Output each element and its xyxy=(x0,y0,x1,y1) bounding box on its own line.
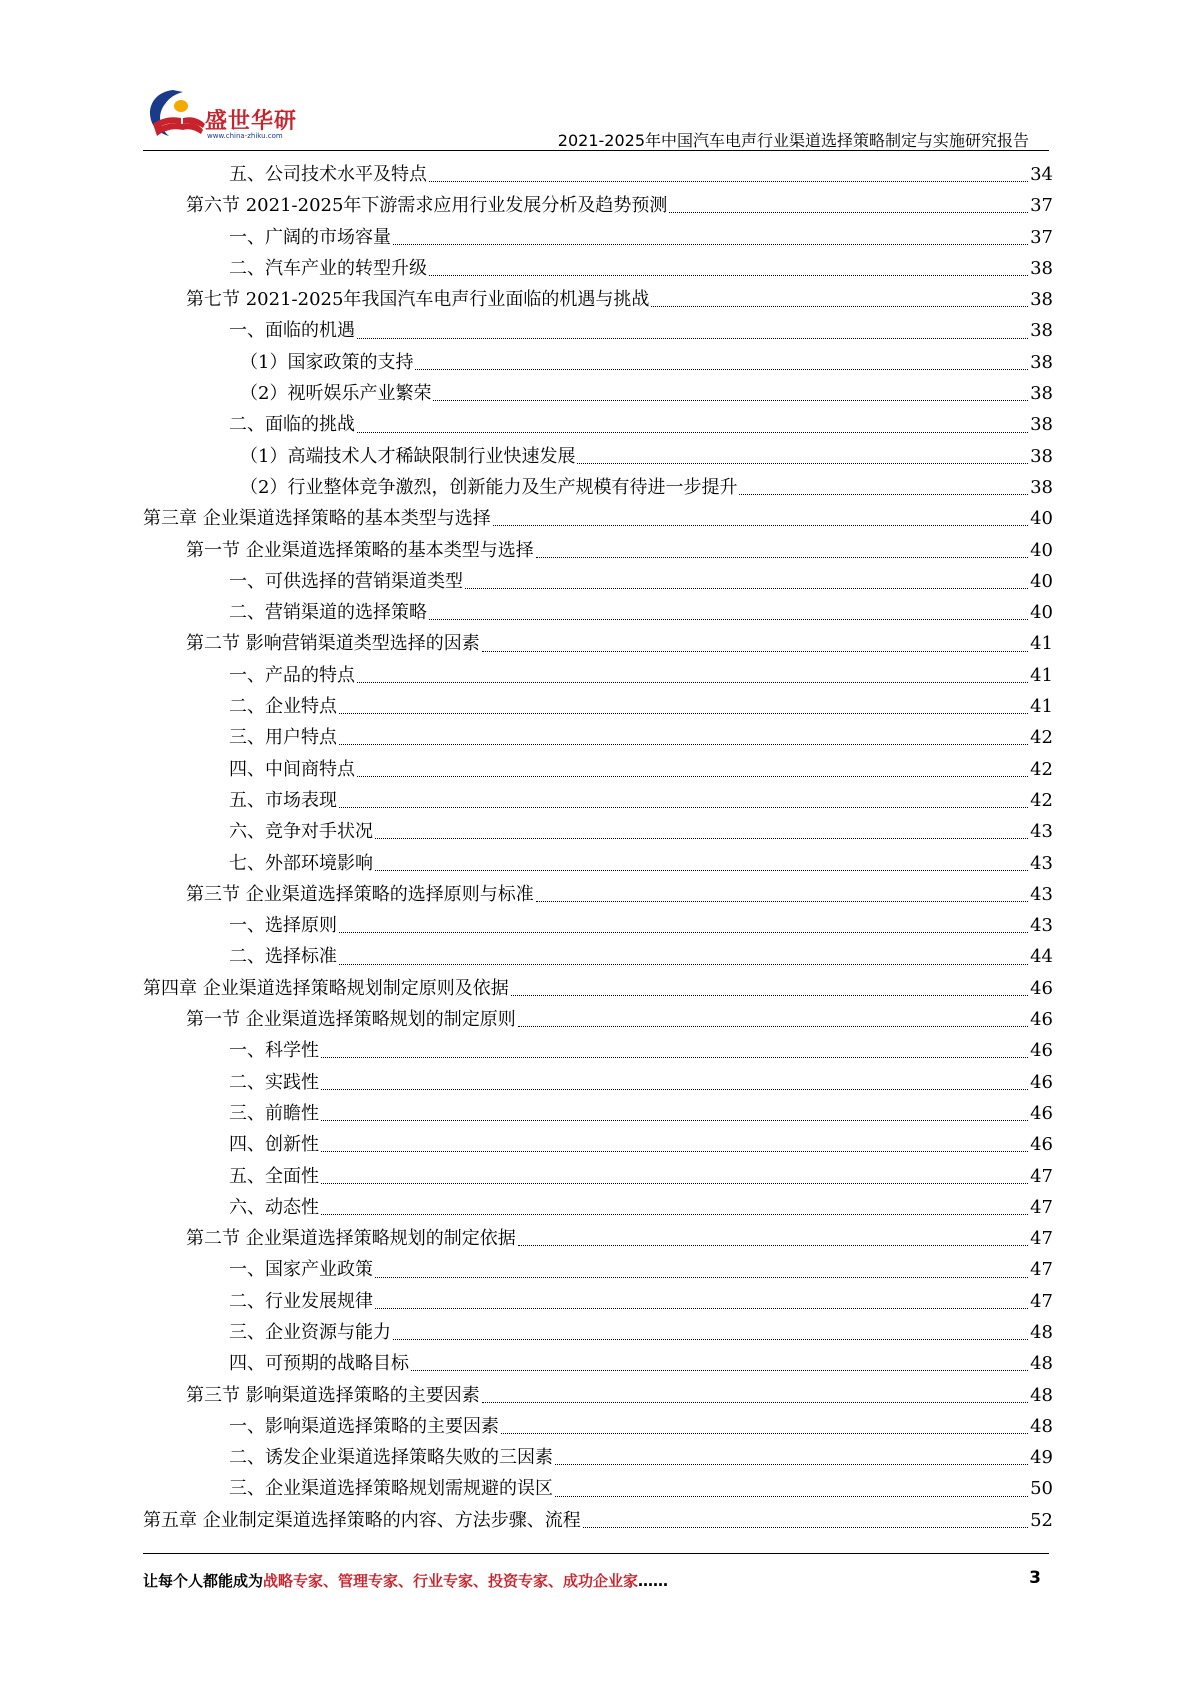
toc-entry[interactable] xyxy=(143,1035,1053,1066)
toc-entry-title: 三、企业资源与能力 xyxy=(229,1321,391,1343)
toc-entry-title: 一、广阔的市场容量 xyxy=(229,226,391,248)
toc-entry[interactable] xyxy=(143,159,1053,190)
toc-dot-leader xyxy=(536,557,1028,558)
toc-entry-title: 三、用户特点 xyxy=(229,727,337,749)
toc-entry[interactable] xyxy=(143,190,1053,221)
toc-entry[interactable] xyxy=(143,785,1053,816)
toc-entry-page: 41 xyxy=(1030,664,1053,686)
toc-entry-page: 38 xyxy=(1030,289,1053,311)
toc-entry-page: 40 xyxy=(1030,602,1053,624)
toc-dot-leader xyxy=(482,1402,1028,1403)
logo-name: 盛世华研 xyxy=(205,109,298,134)
toc-entry-page: 38 xyxy=(1030,445,1053,467)
toc-entry-title: 二、实践性 xyxy=(229,1071,319,1093)
toc-dot-leader xyxy=(577,463,1028,464)
toc-entry-title: 三、企业渠道选择策略规划需规避的误区 xyxy=(229,1478,553,1500)
toc-entry[interactable] xyxy=(143,1505,1053,1536)
toc-entry-page: 37 xyxy=(1030,195,1053,217)
toc-entry-title: 第四章 企业渠道选择策略规划制定原则及依据 xyxy=(143,977,509,999)
toc-entry-title: 第二节 影响营销渠道类型选择的因素 xyxy=(186,633,480,655)
toc-entry-title: （2）行业整体竞争激烈，创新能力及生产规模有待进一步提升 xyxy=(240,476,738,498)
toc-entry-page: 38 xyxy=(1030,257,1053,279)
toc-dot-leader xyxy=(536,901,1028,902)
footer-divider xyxy=(143,1553,1049,1554)
toc-entry-title: 第七节 2021-2025年我国汽车电声行业面临的机遇与挑战 xyxy=(186,289,650,311)
toc-entry-title: 第六节 2021-2025年下游需求应用行业发展分析及趋势预测 xyxy=(186,195,668,217)
toc-entry-title: 七、外部环境影响 xyxy=(229,852,373,874)
toc-entry-page: 43 xyxy=(1030,852,1053,874)
toc-entry-page: 34 xyxy=(1030,164,1053,185)
toc-entry-title: 第一节 企业渠道选择策略的基本类型与选择 xyxy=(186,539,534,561)
toc-entry-page: 38 xyxy=(1030,383,1053,405)
toc-entry-page: 46 xyxy=(1030,1040,1053,1062)
toc-entry[interactable] xyxy=(143,1004,1053,1035)
toc-dot-leader xyxy=(321,1120,1028,1121)
toc-dot-leader xyxy=(411,1370,1028,1371)
toc-entry-title: 第三章 企业渠道选择策略的基本类型与选择 xyxy=(143,508,491,530)
toc-dot-leader xyxy=(339,807,1028,808)
toc-entry[interactable] xyxy=(143,315,1053,346)
toc-entry[interactable] xyxy=(143,1473,1053,1504)
toc-entry[interactable] xyxy=(143,597,1053,628)
toc-entry-page: 46 xyxy=(1030,1102,1053,1124)
toc-entry-page: 42 xyxy=(1030,727,1053,749)
footer-slogan xyxy=(143,1570,668,1591)
toc-entry-title: 二、面临的挑战 xyxy=(229,414,355,436)
toc-entry-page: 48 xyxy=(1030,1384,1053,1406)
toc-entry[interactable] xyxy=(143,472,1053,503)
toc-entry-page: 47 xyxy=(1030,1259,1053,1281)
toc-dot-leader xyxy=(339,713,1028,714)
toc-entry[interactable] xyxy=(143,566,1053,597)
toc-dot-leader xyxy=(429,181,1028,182)
toc-entry-title: 二、选择标准 xyxy=(229,946,337,968)
toc-entry-page: 44 xyxy=(1030,946,1053,968)
toc-entry-title: 五、市场表现 xyxy=(229,789,337,811)
toc-entry-title: 二、诱发企业渠道选择策略失败的三因素 xyxy=(229,1447,553,1469)
toc-entry-page: 38 xyxy=(1030,351,1053,373)
toc-entry-page: 41 xyxy=(1030,633,1053,655)
toc-dot-leader xyxy=(357,682,1028,683)
page-header xyxy=(143,84,1049,148)
toc-entry[interactable] xyxy=(143,409,1053,440)
toc-entry[interactable] xyxy=(143,628,1053,659)
toc-dot-leader xyxy=(339,964,1028,965)
toc-entry-title: 一、可供选择的营销渠道类型 xyxy=(229,570,463,592)
toc-entry[interactable] xyxy=(143,691,1053,722)
toc-entry-page: 40 xyxy=(1030,539,1053,561)
toc-entry-page: 41 xyxy=(1030,696,1053,718)
report-title: 2021-2025年中国汽车电声行业渠道选择策略制定与实施研究报告 xyxy=(557,131,1029,150)
toc-dot-leader xyxy=(501,1433,1028,1434)
toc-entry-title: 四、创新性 xyxy=(229,1134,319,1156)
toc-dot-leader xyxy=(357,432,1028,433)
toc-entry[interactable] xyxy=(143,1442,1053,1473)
toc-entry-title: （1）国家政策的支持 xyxy=(240,351,414,373)
page-number: 3 xyxy=(1029,1568,1041,1588)
toc-entry[interactable] xyxy=(143,1348,1053,1379)
toc-entry-page: 46 xyxy=(1030,1134,1053,1156)
toc-entry-page: 38 xyxy=(1030,476,1053,498)
toc-entry-page: 40 xyxy=(1030,570,1053,592)
toc-entry-page: 46 xyxy=(1030,1009,1053,1031)
toc-entry-title: 一、选择原则 xyxy=(229,915,337,937)
toc-entry[interactable] xyxy=(143,910,1053,941)
toc-dot-leader xyxy=(429,619,1028,620)
toc-entry[interactable] xyxy=(143,284,1053,315)
toc-entry-page: 43 xyxy=(1030,821,1053,843)
toc-entry-page: 47 xyxy=(1030,1290,1053,1312)
toc-entry[interactable] xyxy=(143,879,1053,910)
toc-entry-title: 二、营销渠道的选择策略 xyxy=(229,602,427,624)
company-logo xyxy=(143,84,313,148)
toc-dot-leader xyxy=(375,1308,1028,1309)
toc-entry[interactable] xyxy=(143,347,1053,378)
toc-entry-page: 40 xyxy=(1030,508,1053,530)
toc-dot-leader xyxy=(321,1057,1028,1058)
toc-entry[interactable] xyxy=(143,1067,1053,1098)
toc-entry-page: 48 xyxy=(1030,1321,1053,1343)
toc-entry[interactable] xyxy=(143,941,1053,972)
toc-dot-leader xyxy=(393,1339,1028,1340)
toc-entry-title: 一、国家产业政策 xyxy=(229,1259,373,1281)
toc-entry-title: 三、前瞻性 xyxy=(229,1102,319,1124)
toc-entry-page: 38 xyxy=(1030,414,1053,436)
toc-entry[interactable] xyxy=(143,253,1053,284)
toc-entry-page: 52 xyxy=(1030,1509,1053,1531)
toc-entry-page: 48 xyxy=(1030,1353,1053,1375)
toc-entry-title: 第五章 企业制定渠道选择策略的内容、方法步骤、流程 xyxy=(143,1509,581,1531)
toc-entry[interactable] xyxy=(143,660,1053,691)
toc-entry[interactable] xyxy=(143,848,1053,879)
toc-entry[interactable] xyxy=(143,1161,1053,1192)
toc-dot-leader xyxy=(393,244,1028,245)
toc-entry[interactable] xyxy=(143,1192,1053,1223)
toc-entry[interactable] xyxy=(143,1223,1053,1254)
toc-entry[interactable] xyxy=(143,441,1053,472)
toc-entry-title: 一、面临的机遇 xyxy=(229,320,355,342)
toc-dot-leader xyxy=(321,1151,1028,1152)
toc-entry-page: 47 xyxy=(1030,1165,1053,1187)
toc-dot-leader xyxy=(433,400,1028,401)
toc-dot-leader xyxy=(493,525,1028,526)
toc-dot-leader xyxy=(651,306,1028,307)
toc-entry[interactable] xyxy=(143,503,1053,534)
toc-entry-title: （1）高端技术人才稀缺限制行业快速发展 xyxy=(240,445,576,467)
toc-entry-page: 42 xyxy=(1030,789,1053,811)
toc-entry-title: 五、公司技术水平及特点 xyxy=(229,164,427,185)
toc-entry-page: 47 xyxy=(1030,1196,1053,1218)
toc-entry-page: 38 xyxy=(1030,320,1053,342)
header-divider xyxy=(143,150,1049,151)
toc-entry[interactable] xyxy=(143,1286,1053,1317)
toc-entry-page: 48 xyxy=(1030,1415,1053,1437)
toc-entry-title: 第三节 影响渠道选择策略的主要因素 xyxy=(186,1384,480,1406)
toc-entry-title: 第二节 企业渠道选择策略规划的制定依据 xyxy=(186,1228,516,1250)
toc-dot-leader xyxy=(375,838,1028,839)
toc-dot-leader xyxy=(321,1214,1028,1215)
toc-entry-title: 二、汽车产业的转型升级 xyxy=(229,257,427,279)
toc-dot-leader xyxy=(511,995,1028,996)
footer-slogan-suffix: …… xyxy=(638,1572,669,1590)
footer-slogan-prefix: 让每个人都能成为 xyxy=(143,1572,264,1590)
toc-entry-title: 一、科学性 xyxy=(229,1040,319,1062)
footer-slogan-highlight: 战略专家、管理专家、行业专家、投资专家、成功企业家 xyxy=(263,1572,639,1590)
toc-entry-title: 第一节 企业渠道选择策略规划的制定原则 xyxy=(186,1009,516,1031)
toc-dot-leader xyxy=(375,870,1028,871)
toc-dot-leader xyxy=(518,1245,1028,1246)
toc-entry-title: 二、行业发展规律 xyxy=(229,1290,373,1312)
toc-entry-page: 47 xyxy=(1030,1228,1053,1250)
toc-dot-leader xyxy=(429,275,1028,276)
toc-dot-leader xyxy=(465,588,1028,589)
toc-entry[interactable] xyxy=(143,722,1053,753)
toc-entry-page: 50 xyxy=(1030,1478,1053,1500)
toc-dot-leader xyxy=(357,776,1028,777)
toc-dot-leader xyxy=(518,1026,1028,1027)
toc-dot-leader xyxy=(739,494,1028,495)
toc-entry[interactable] xyxy=(143,222,1053,253)
toc-entry[interactable] xyxy=(143,1254,1053,1285)
toc-entry[interactable] xyxy=(143,1411,1053,1442)
toc-dot-leader xyxy=(669,212,1028,213)
toc-dot-leader xyxy=(415,369,1028,370)
toc-entry-title: 四、中间商特点 xyxy=(229,758,355,780)
toc-entry-title: 一、影响渠道选择策略的主要因素 xyxy=(229,1415,499,1437)
toc-dot-leader xyxy=(339,744,1028,745)
toc-entry[interactable] xyxy=(143,378,1053,409)
toc-entry-title: 第三节 企业渠道选择策略的选择原则与标准 xyxy=(186,883,534,905)
toc-entry[interactable] xyxy=(143,973,1053,1004)
toc-dot-leader xyxy=(555,1496,1028,1497)
logo-url: www.china-zhiku.com xyxy=(207,132,283,140)
table-of-contents xyxy=(143,159,1053,1536)
toc-entry-title: 一、产品的特点 xyxy=(229,664,355,686)
toc-entry-page: 46 xyxy=(1030,977,1053,999)
toc-dot-leader xyxy=(375,1277,1028,1278)
toc-dot-leader xyxy=(555,1464,1028,1465)
toc-entry[interactable] xyxy=(143,816,1053,847)
toc-entry[interactable] xyxy=(143,1317,1053,1348)
toc-entry-page: 49 xyxy=(1030,1447,1053,1469)
toc-entry[interactable] xyxy=(143,754,1053,785)
toc-entry[interactable] xyxy=(143,1098,1053,1129)
toc-entry[interactable] xyxy=(143,1380,1053,1411)
toc-entry-title: （2）视听娱乐产业繁荣 xyxy=(240,383,432,405)
toc-dot-leader xyxy=(357,338,1028,339)
toc-entry-title: 二、企业特点 xyxy=(229,696,337,718)
toc-entry-page: 43 xyxy=(1030,883,1053,905)
toc-entry[interactable] xyxy=(143,535,1053,566)
toc-entry-title: 六、竞争对手状况 xyxy=(229,821,373,843)
toc-dot-leader xyxy=(321,1089,1028,1090)
toc-entry-page: 43 xyxy=(1030,915,1053,937)
toc-dot-leader xyxy=(482,651,1028,652)
toc-entry-title: 五、全面性 xyxy=(229,1165,319,1187)
toc-entry-page: 37 xyxy=(1030,226,1053,248)
toc-entry-page: 42 xyxy=(1030,758,1053,780)
toc-dot-leader xyxy=(321,1183,1028,1184)
toc-entry[interactable] xyxy=(143,1129,1053,1160)
toc-entry-title: 四、可预期的战略目标 xyxy=(229,1353,409,1375)
toc-dot-leader xyxy=(583,1527,1028,1528)
toc-entry-page: 46 xyxy=(1030,1071,1053,1093)
toc-dot-leader xyxy=(339,932,1028,933)
toc-entry-title: 六、动态性 xyxy=(229,1196,319,1218)
